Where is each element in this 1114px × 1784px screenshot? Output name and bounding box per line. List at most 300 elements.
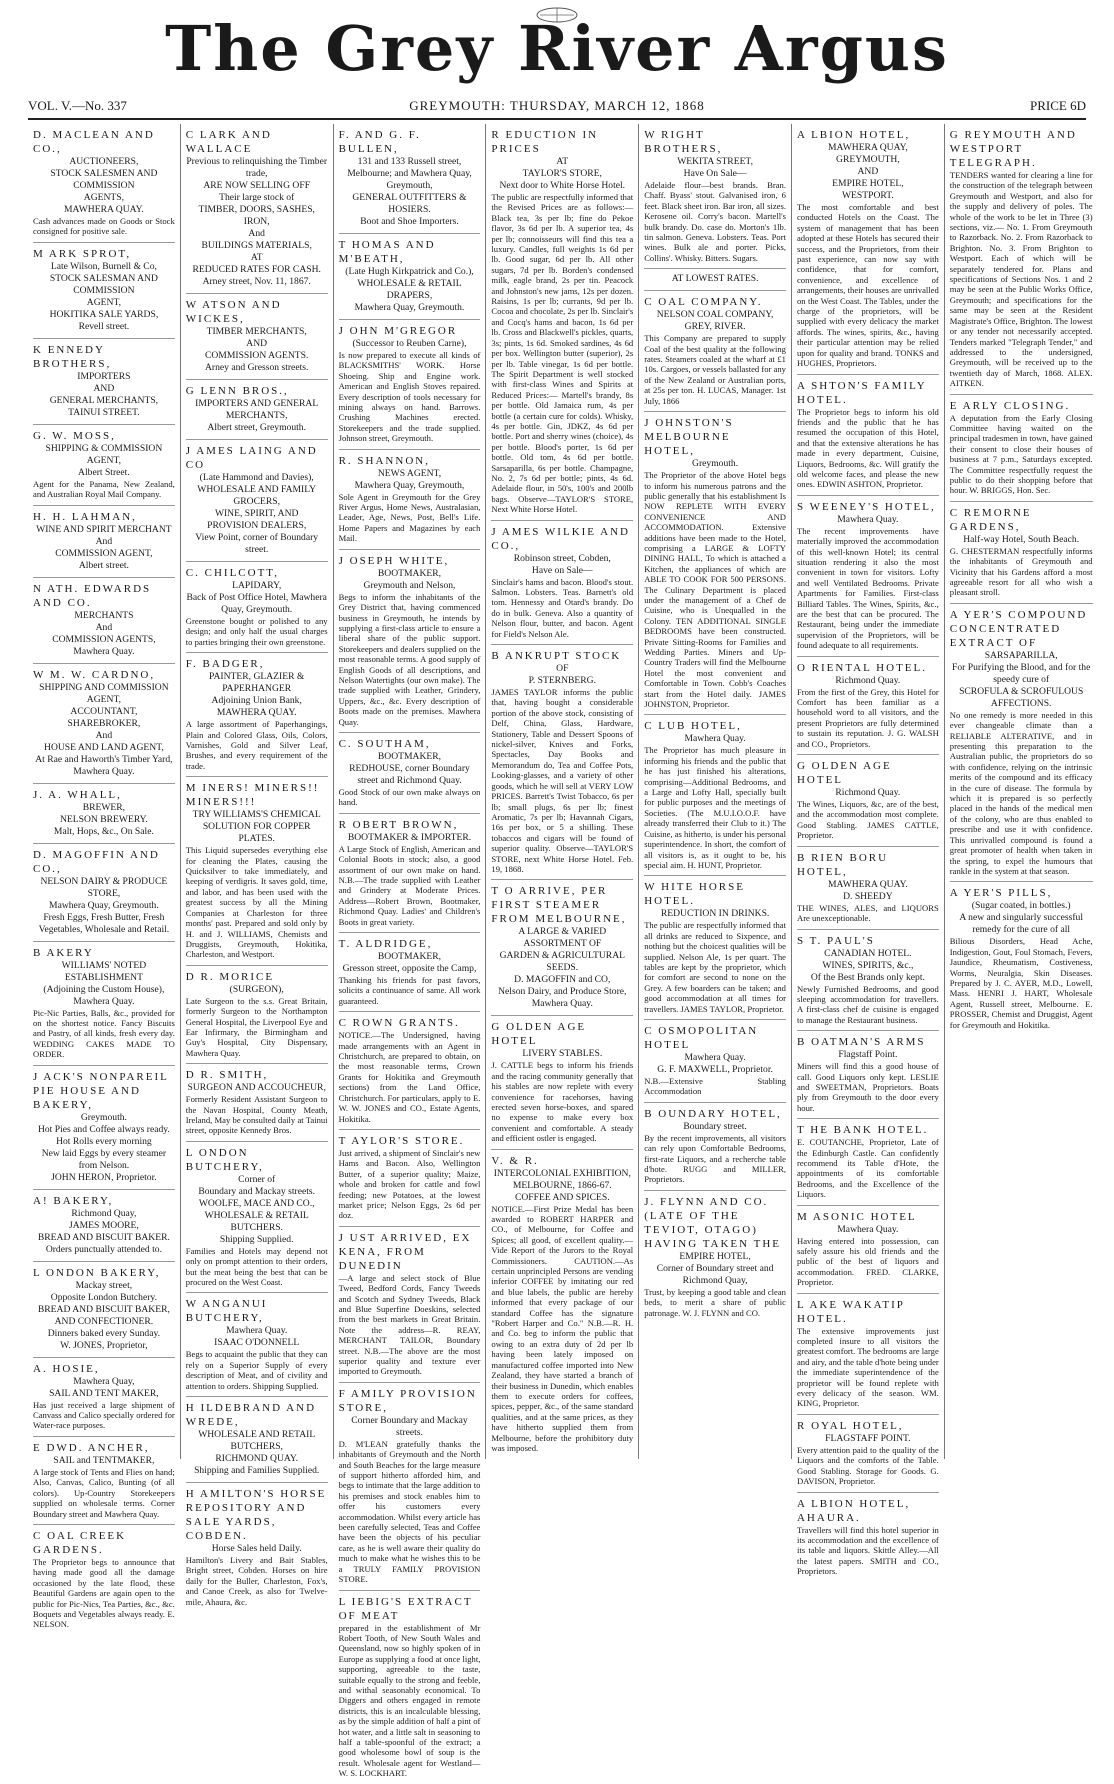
ad-line: Albert street, Greymouth. [207,422,306,433]
ad-heading: T. ALDRIDGE, [338,938,433,951]
ad-line: STOCK SALESMAN AND COMMISSION [49,272,158,296]
ad-line: Mawhera Quay, Greymouth. [354,302,465,313]
ad-line: Mawhera Quay. [837,513,899,525]
volume-number: VOL. V.—No. 337 [28,98,127,113]
ad-heading: S WEENEY'S HOTEL, [796,500,936,513]
ad-line: Gresson street, opposite the Camp, [342,963,477,975]
ad-heading: G REYMOUTH AND WESTPORT TELEGRAPH. [949,129,1077,169]
advertisement [339,1227,481,1383]
ad-body: Begs to inform the inhabitants of the Grey District that, having commenced business in Greymouth, he intends by supplying a first-class article to ensure a liberal share of the public support. Storekeepers and dealers supplied on the most reasonable terms. A good supply of English Goods of all descriptions, and Nelson Watertights (our own make). The trade supplied with Leather, Grindery, Uppers, &c., &c. Every description of Boots made on the premises. Mawhera Quay. [338,591,481,727]
ad-heading: C. CHILCOTT, [185,567,279,579]
ad-line: Shipping and Families Supplied. [194,1465,320,1477]
ad-body: The most comfortable and best conducted Hotels on the Coast. The system of management that has been adopted at these Hotels has secured their success, and the Proprietors, from their past experience, can now say with confidence, that for comfort, convenience, and excellence of arrangements, their houses are unrivalled on the West Coast. The Tables, under the charge of the proprietors, will be supplied with every delicacy the market affords. The wines, spirits, &c., having their particular attention may be relied upon for quality and brand. TONKS and HUGHES, Proprietors. [796,202,939,369]
advertisement [33,1437,175,1525]
ad-line: REDUCTION IN DRINKS. [660,908,770,920]
ad-line: WHOLESALE & RETAIL DRAPERS, [357,278,462,301]
ad-heading: M INERS! MINERS!! MINERS!!! [185,782,320,809]
ad-body: TENDERS wanted for clearing a line for the construction of the telegraph between Greymouth and Westport, and also for the supply and delivery of poles. The whole of the work to be let in Three (3) sections, viz.— No. 1. From Greymouth to Razorback. No. 2. From Razorback to Brighton. No. 3. From Brighton to Westport. Each of which will be separately tendered for. Plans and specifications of Sections Nos. 1 and 2 may be seen at the Public Works Office, Greymouth; and specifications for the same may be seen at the Resident Magistrate's Office, Brighton. The lowest or any tender not necessarily accepted. Tenders marked "Telegraph Tender," and addressed to the undersigned, Greymouth, will be received up to the twentieth day of March, 1868. ALEX. AITKEN. [949,170,1093,389]
ad-body: Hamilton's Livery and Bait Stables, Bright street, Cobden. Horses on hire daily for the Buller, Charleston, Fox's, and Canoe Creek, as also for Twelve-mile, Ahaura, &c. [185,1555,328,1607]
ad-line: ISAAC O'DONNELL [214,1337,300,1349]
advertisement [644,715,786,876]
ad-heading: T O ARRIVE, PER FIRST STEAMER FROM MELBOURNE, [491,885,627,926]
ad-line: Greymouth and Nelson, [363,579,456,591]
ad-line: Richmond Quay. [835,787,901,799]
ad-heading: G LENN BROS., [185,385,289,397]
advertisement [186,1142,328,1294]
advertisement [797,1119,939,1205]
ad-body: Adelaide flour—best brands. Bran. Chaff. Byass' stout. Galvanised iron, 6 feet. Black sheet iron. Bar iron, all sizes. Kerosene oil. Corry's bacon. Martell's bulk brandy. Do. case do. Morton's 1lb. tin salmon. Geneva. Lobsters. Teas. Port wines. Bulk ale and porter. Picks, Collins'. Whisky. Bitters. Sugars. [644,180,786,263]
ad-line: Mawhera Quay, Greymouth, [354,479,465,491]
ad-body: NOTICE.—First Prize Medal has been awarded to ROBERT HARPER and CO., of Melbourne, for Coffee and Spices; all good, of excellent quality.—Vide Report of the Jurors to the Royal Commissioners. CAUTION.—As certain unprincipled Persons are vending inferior COFFEE by imitating our red and blue labels, the public are hereby informed that every package of our standard Coffee has the signature "Robert Harper and Co." N.B.—R. H. and Co. beg to inform the public that owing to an extra duty of 2d per lb having been lately imposed on manufactured coffee imported into New Zealand, they have started a branch of their business in Dunedin, which enables them to execute orders for coffees, spices, pepper, &c., of the same standard qualities, and at the same prices, as they have hitherto supplied them from Melbourne, before the prohibitory duty was imposed. [491,1203,634,1453]
advertisement [186,1064,328,1142]
ad-line: Malt, Hops, &c., On Sale. [53,825,154,837]
ad-line: Mawhera Quay. [684,733,746,745]
ad-heading: W ATSON AND WICKES, [185,299,282,325]
ad-heading: A. HOSIE, [33,1362,100,1375]
ad-body: N.B.—Extensive Stabling Accommodation [644,1075,786,1097]
ad-body: Trust, by keeping a good table and clean beds, to merit a share of public patronage. W. J. FLYNN and CO. [644,1286,786,1318]
ad-heading: A LBION HOTEL, AHAURA. [796,1497,911,1524]
ad-body: The recent improvements have materially improved the accommodation of this well-known Hotel; its central situation rendering it also the most convenient in town for visitors. Lofty and well Ventilated Bedrooms. Private Apartments for Families. First-class Billiard Tables. The Wines, Spirits, &c., are the best that can be procured. The Restaurant, being under the immediate supervision of the Proprietors, will be found adequate to all requirements. [796,525,939,651]
advertisement [33,243,175,339]
advertisement [339,450,481,550]
advertisement [33,1190,175,1262]
ad-heading: A YER'S COMPOUND CONCENTRATED EXTRACT OF [949,608,1088,649]
ad-heading: O RIENTAL HOTEL. [796,661,927,674]
advertisement [339,814,481,933]
ad-heading: H. H. LAHMAN, [33,510,137,523]
ad-line: COMMISSION AGENTS. [204,350,309,361]
ad-line: And [95,729,113,741]
ad-line: OF [556,663,569,675]
ad-heading: C REMORNE GARDENS, [949,506,1032,533]
ad-line: A new and singularly successful remedy for the cure of all [959,912,1083,936]
ad-body: Sole Agent in Greymouth for the Grey River Argus, Home News, Australasian, Leader, Age, News, Post, Bell's Life. Home Papers and Magazines by each Mail. [338,491,481,544]
advertisement [186,294,328,380]
ad-heading: C LUB HOTEL, [644,720,742,733]
ad-body: Late Surgeon to the s.s. Great Britain, formerly Surgeon to the Northampton General Hospital, the Liverpool Eye and Ear Infirmary, the Birmingham and Guy's Hospital, City Dispensary, Mawhera Quay. [185,995,328,1058]
advertisement [950,124,1093,395]
ad-heading: W RIGHT BROTHERS, [644,129,723,155]
ad-body: A large stock of Tents and Flies on hand; Also, Canvas, Calico, Bunting (of all colors). Up-Country Storekeepers supplied on wholesale terms. Corner Boundary street and Mawhera Quay. [33,1466,175,1519]
ad-line: WOOLFE, MACE AND CO., [198,1197,315,1209]
ad-body: Formerly Resident Assistant Surgeon to the Navan Hospital, County Meath, Ireland, May be consulted daily at Tainui street, opposite Kennedy Bros. [185,1094,328,1136]
ad-body: Is now prepared to execute all kinds of BLACKSMITHS' WORK. Horse Shoeing. Ship and Engine work. American and English Stoves repaired. Every description of tools necessary for mining always on hand. Barrows. Crushing Machines erected. Storekeepers and the trade supplied. Johnson street, Greymouth. [338,350,481,444]
ad-line: Richmond Quay, [71,1207,137,1219]
ad-line: LAPIDARY, [232,580,282,591]
column-7 [945,124,1098,1459]
ad-line: JOHN HERON, Proprietor. [51,1171,157,1183]
ad-line: Mawhera Quay. [73,765,135,777]
ad-line: PAINTER, GLAZIER & PAPERHANGER [209,671,305,695]
ad-line: GENERAL MERCHANTS, [49,394,159,406]
ad-body: Every attention paid to the quality of the Liquors and the comforts of the Table. Good Stabling. Storage for Goods. G. DAVISON, Proprietor. [796,1444,939,1487]
ad-heading: B RIEN BORU HOTEL, [796,851,889,878]
advertisement [644,1191,786,1323]
ad-line: 131 and 133 Russell street, Melbourne; and Mawhera Quay, Greymouth, [347,156,472,191]
ad-line: P. STERNBERG. [528,675,596,687]
ad-line: WHOLESALE AND FAMILY GROCERS, [197,484,317,507]
ad-body: Just arrived, a shipment of Sinclair's new Hams and Bacon. Also, Wellington Butter, of a superior quality; Maize, whole and broken for cattle and fowl feeding; new Potatoes, at the lowest market price; Nelson Eggs, 2s 6d per doz. [338,1147,481,1221]
ad-line: Nelson Dairy, and Produce Store, [498,986,627,998]
column-3 [334,124,487,1779]
ad-line: AGENTS, [83,192,125,203]
ad-body: The extensive improvements just completed insure to all visitors the greatest comfort. The bedrooms are large and airy, and the table d'hote being under the immediate superintendence of the proprietor will be found replete with every delicacy of the season. WM. KING, Proprietor. [796,1325,939,1409]
ad-line: REDHOUSE, corner Boundary street and Richmond Quay. [349,762,470,786]
ad-line: EMPIRE HOTEL, [679,1250,751,1262]
ad-heading: L AKE WAKATIP HOTEL. [796,1298,905,1325]
ad-line: JAMES MOORE, [68,1219,139,1231]
advertisement [797,1493,939,1582]
ad-body: By the recent improvements, all visitors can rely upon Comfortable Bedrooms, first-rate Liquors, and a recherche table d'hote. RUGG and MILLER, Proprietors. [644,1132,786,1185]
advertisement [33,578,175,664]
advertisement [33,1262,175,1358]
ad-line: BREWER, [82,801,126,813]
ad-body: JAMES TAYLOR informs the public that, having bought a considerable portion of the above stock, consisting of Delf, China, Glass, Hardware, Stationery, Table and Dessert Spoons of nickel-silver, Knives and Forks, Spectacles, Day Books and Memorandum do, Tea and Coffee Pots, Looking-glasses, and a variety of other goods, which he will sell at VERY LOW PRICES. Barrett's Twist Tobacco, 6s per lb; small plugs, 6s per lb; finest Aromatic, 7s per lb; Havannah Cigars, 16s per box, or 5 a shilling. These tobaccos and cigars will be found of superior quality. Observe—TAYLOR'S STORE, next White Horse Hotel. Feb. 19, 1868. [491,687,634,874]
ad-body: The Wines, Liquors, &c, are of the best, and the accommodation most complete. Good Stabling. JAMES CATTLE, Proprietor. [796,799,939,841]
issue-date: GREYMOUTH: THURSDAY, MARCH 12, 1868 [409,98,705,113]
advertisement [644,876,786,1020]
ad-line: AND [93,382,115,394]
ad-line: AT LOWEST RATES. [671,273,759,285]
advertisement [186,777,328,965]
ad-line: For Purifying the Blood, and for the speedy cure of [952,661,1091,685]
ad-heading: V. & R. [491,1154,539,1167]
ad-line: Corner Boundary and Mackay streets. [351,1414,468,1438]
column-1 [28,124,181,1630]
advertisement [33,1358,175,1437]
advertisement [186,440,328,562]
advertisement [33,124,175,243]
ad-line: AT [556,156,569,167]
ad-line: Boot and Shoe Importers. [360,216,459,227]
ad-line: WHOLESALE & RETAIL BUTCHERS. [204,1209,309,1233]
ad-line: TAINUI STREET. [68,406,140,418]
ad-line: STOCK SALESMEN AND COMMISSION [50,168,158,191]
ad-line: D. MAGOFFIN and CO, [514,974,611,986]
ad-heading: L IEBIG'S EXTRACT OF MEAT [338,1595,473,1622]
ad-body: prepared in the establishment of Mr Robert Tooth, of New South Wales and Queensland, now so highly spoken of in Europe as supplying a food at once light, supporting, agreeable to the taste, suitable equally to the strong and feeble, and withal seasonably economical. To Diggers and others engaged in remote districts, this is an incalculable blessing, as by the simple addition of half a pint of hot water, and a little salt in seasoning to half a table-spoonful of the extract; a good wholesome bowl of soup is the result. Wholesale agent for Westland—W. S. LOCKHART. [338,1622,481,1779]
ad-line: Orders punctually attended to. [45,1243,162,1255]
ad-heading: G OLDEN AGE HOTEL [796,760,892,787]
advertisement [491,645,633,880]
ad-line: COFFEE AND SPICES. [514,1191,610,1203]
ad-heading: W ANGANUI BUTCHERY, [185,1298,268,1325]
ad-heading: B OATMAN'S ARMS [796,1036,926,1049]
advertisement [797,930,939,1032]
ad-line: COMMISSION AGENT, [55,547,153,559]
ad-body: A deputation from the Early Closing Committee having waited on the principal tradesmen in town, have gained their consent to close their houses of business at 7 p.m., Saturdays excepted. The Committee respectfully request the public to do their shopping before that hour. W. BRIGGS, Hon. Sec. [949,412,1093,496]
ad-heading: G. W. MOSS, [33,429,116,442]
ad-line: Fresh Eggs, Fresh Butter, Fresh Vegetables, Wholesale and Retail. [38,911,170,935]
ad-heading: M ARK SPROT, [33,247,132,260]
ad-line: BUILDINGS MATERIALS, [201,240,312,251]
ad-body: Has just received a large shipment of Canvass and Calico specially ordered for Water-race purposes. [33,1399,175,1431]
ad-heading: W M. W. CARDNO, [33,668,156,681]
advertisement [33,784,175,844]
ad-line: WEKITA STREET, [677,156,753,167]
advertisement [491,124,633,521]
ad-body: Newly Furnished Bedrooms, and good sleeping accommodation for travellers. A first-class chef de cuisine is engaged to manage the Restaurant business. [796,983,939,1025]
ad-body: J. CATTLE begs to inform his friends and the racing community generally that his stables are now replete with every convenience for racehorses, having erected seven horse-boxes, and spared no expense to make every box convenient and comfortable. A steady and efficient ostler is engaged. [491,1060,634,1144]
ad-heading: C ROWN GRANTS. [338,1017,460,1030]
ad-heading: C LARK AND WALLACE [185,129,272,155]
masthead [0,0,1114,90]
ad-line: Robinson street, Cobden, [513,552,611,564]
ad-line: Dinners baked every Sunday. [47,1327,161,1339]
ad-line: AUCTIONEERS, [69,156,139,167]
ad-line: SARSAPARILLA, [984,649,1058,661]
advertisement [644,124,786,269]
advertisement [186,562,328,653]
advertisement [33,1066,175,1190]
ad-line: And [248,228,265,239]
dateline [28,96,1086,120]
ad-line: Mackay street, [75,1279,133,1291]
ad-line: TIMBER, DOORS, SASHES, IRON, [198,204,315,227]
ad-line: REDUCED RATES FOR CASH. [192,264,321,275]
ad-line: Shipping Supplied. [219,1233,294,1245]
ad-body: The Proprietor of the above Hotel begs to inform his numerous patrons and the public generally that his establishment Is NOW REPLETE WITH EVERY CONVENIENCE AND ACCOMMODATION. Extensive additions have been made to the Hotel, comprising a LARGE & LOFTY DINING HALL, To which is attached a Kitchen, the appliances of which are ABLE TO COOK FOR 500 PERSONS. The Culinary Department is placed under the management of a Chef de Cuisine, who is Unequalled in the Colony. TEN ADDITIONAL SINGLE BEDROOMS have been constructed. Private Sitting-Rooms for Families and Wedding Parties. Miners and Up-Country Traders will find the Melbourne Hotel the most convenient and Comfortable in Town. Cobb's Coaches start from the Hotel daily. JAMES JOHNSTON, Proprietor. [644,470,786,710]
advertisement [797,657,939,755]
ad-heading: J UST ARRIVED, EX KENA, FROM DUNEDIN [338,1231,472,1272]
ad-line: BOOTMAKER & IMPORTER. [347,831,472,843]
ad-line: WINE AND SPIRIT MERCHANT [36,523,172,535]
ad-line: NELSON BREWERY. [60,813,148,825]
ad-line: Hot Pies and Coffee always ready. [37,1123,170,1135]
ad-line: FLAGSTAFF POINT. [825,1432,911,1444]
ad-heading: B AKERY [33,946,94,959]
ad-line: COMMISSION AGENTS, [52,633,156,645]
ad-line: IMPORTERS AND GENERAL [195,398,319,409]
ad-line: Corner of Boundary street and Richmond Quay, [656,1262,774,1286]
ad-line: And [95,535,113,547]
ad-line: Have on Sale— [531,564,593,576]
ad-heading: A LBION HOTEL, [796,129,911,141]
ad-line: AT [250,252,263,263]
ad-line: SCROFULA & SCROFULOUS AFFECTIONS. [959,685,1084,709]
ad-line: NELSON COAL COMPANY, GREY, RIVER. [656,309,774,333]
ad-line: BREAD AND BISCUIT BAKER. [37,1231,170,1243]
advertisement [797,1415,939,1493]
ad-heading: W HITE HORSE HOTEL. [644,881,745,908]
ad-line: CANADIAN HOTEL. [824,947,912,959]
ad-heading: T HOMAS AND M'BEATH, [338,239,436,265]
ad-line: New laid Eggs by every steamer from Nelson. [41,1147,167,1171]
ad-line: At Rae and Haworth's Timber Yard, [35,753,173,765]
ad-body: Agent for the Panama, New Zealand, and Australian Royal Mail Company. [33,478,175,500]
ad-heading: R OYAL HOTEL, [796,1419,904,1432]
advertisement [339,1383,481,1591]
advertisement [950,502,1093,604]
ad-heading: E DWD. ANCHER, [33,1441,150,1454]
ad-line: GENERAL OUTFITTERS & HOSIERS. [352,192,467,215]
ad-heading: T HE BANK HOTEL. [796,1124,929,1137]
ad-body: NOTICE.—The Undersigned, having made arrangements with an Agent in Christchurch, are prepared to obtain, on the most reasonable terms, Crown Grants for Hokitika and Greymouth sections) from the Land Office, Christchurch. For particulars, apply to E. W. W. JONES and CO., Estate Agents, Hokitika. [338,1030,481,1124]
ad-line: (Sugar coated, in bottles.) [971,900,1071,912]
advertisement [797,847,939,930]
ad-heading: F. BADGER, [185,658,265,671]
advertisement [339,1012,481,1130]
ad-heading: B OUNDARY HOTEL, [644,1107,782,1120]
ad-line: BREAD AND BISCUIT BAKER, AND CONFECTIONER. [37,1303,170,1327]
ad-heading: S T. PAUL'S [796,934,875,947]
ad-line: Back of Post Office Hotel, Mawhera Quay, Greymouth. [186,592,327,615]
ad-body: A Large Stock of English, American and Colonial Boots in stock; also, a good assortment of our own make on hand. N.B.—The trade supplied with Leather and Grindery at Moderate Prices. Address—Robert Brown, Bootmaker, Richmond Quay. Ladies' and Children's Boots in great variety. [338,843,481,927]
ad-line: WESTPORT. [842,190,894,201]
ad-line: Opposite London Butchery. [50,1291,158,1303]
ad-line: Mawhera Quay. [73,645,135,657]
ad-body: Sinclair's hams and bacon. Blood's stout. Salmon. Lobsters. Teas. Barnett's old tom. Hennessy and Otard's brandy. Do do in bulk. Geneva. Also a quantity of Nelson flour, butter, and bacon. Agent for Field's Nelson Ale. [491,576,634,639]
ad-line: G. F. MAXWELL, Proprietor. [657,1063,773,1075]
ad-heading: A! BAKERY, [33,1194,114,1207]
ad-line: Mawhera Quay. [531,998,593,1010]
advertisement [33,339,175,425]
advertisement [33,942,175,1066]
ad-line: PROVISION DEALERS, [207,520,307,531]
ad-line: WILLIAMS' NOTED ESTABLISHMENT [61,959,147,983]
ad-heading: L ONDON BUTCHERY, [185,1146,264,1173]
ad-line: GARDEN & AGRICULTURAL SEEDS. [499,950,625,974]
column-6 [792,124,945,1577]
advertisement [797,1031,939,1119]
ad-line: TRY WILLIAMS'S CHEMICAL SOLUTION FOR COPPER PLATES. [192,809,321,845]
ad-heading: H AMILTON'S HORSE REPOSITORY AND SALE YARDS, COBDEN. [185,1488,327,1543]
ad-heading: J OHN M'GREGOR [338,325,458,337]
ad-body: Thanking his friends for past favors, solicits a continuance of same. All work guaranteed. [338,975,481,1006]
ad-heading: F AMILY PROVISION STORE, [338,1387,477,1414]
advertisement [186,124,328,294]
ad-body: The public are respectfully informed that the Revised Prices are as follows:— Black tea, 3s per lb; fine do Pekoe flavor, 3s 6d per lb. A superior tea, 4s per lb; connoisseurs will find this tea a luxury. Candles, full weights 1s 6d per lb. Good sugar, 6d per lb. All other sugars, 7d per lb. Borden's condensed milk, eagle brand, 2s per tin. Peacock and Johnston's new jams, 12s per dozen. Raisins, 1s per lb; currants, 9d per lb. Cocoa and chocolate, 2s per lb. Sinclair's and Cocq's hams and bacon, 1s 6d per lb. Cross and Blackwell's pickles, quarts, 3s; pints, 1s 6d. Smoked sardines, 4s 6d per box. Wellington butter (superior), 2s per lb. Table vinegar, 1s 6d per bottle. The Spirit Department is well stocked with first-class Wines and Spirits at Reduced Prices:— Martell's brandy, 8s per bottle. Old Jamaica rum, 4s per bottle (a certain cure for colds). Whisky, 4s per bottle. Gin, JDKZ, 4s 6d per bottle. Port and sherry wines (choice), 4s per bottle. Blood's porter, 1s 6d per bottle. Old tom, 4s 6d per bottle. Sarsaparilla, 6s per bottle. Champagne, No. 2, 7s 6d per bottle; pints, 4s 6d. Adelaide flour, in 50's, 100's and 200lb bags. Observe—TAYLOR'S STORE, Next White Horse Hotel. [491,192,634,515]
advertisement [797,124,939,375]
ad-line: BUTCHERS, [230,1441,283,1453]
advertisement [644,1020,786,1103]
ad-heading: H ILDEBRAND AND WREDE, [185,1402,317,1429]
ad-line: (Late Hugh Kirkpatrick and Co.), [345,266,474,277]
ad-line: AND [857,166,879,177]
ad-heading: D R. MORICE [185,970,275,983]
ad-body: Miners will find this a good house of call. Good Liquors only kept. LESLIE and SWEETMAN, Proprietors. Boats ply from Greymouth to the door every hour. [796,1061,939,1113]
advertisement [339,550,481,733]
ad-line: MERCHANTS, [225,410,288,421]
ad-heading: J OSEPH WHITE, [338,554,450,567]
ad-line: BOOTMAKER, [377,750,442,762]
ad-heading: C OAL COMPANY. [644,296,763,309]
ad-line: Albert street. [78,559,129,571]
ad-heading: A SHTON'S FAMILY HOTEL. [796,379,927,406]
ad-heading: E ARLY CLOSING. [949,399,1071,412]
ad-body: Good Stock of our own make always on hand. [338,786,481,808]
ad-heading: R. SHANNON, [338,454,430,467]
issue-price: PRICE 6D [1030,98,1086,113]
ad-body: Cash advances made on Goods or Stock consigned for positive sale. [33,216,175,237]
ad-line: View Point, corner of Boundary street. [195,532,319,555]
ad-line: Revell street. [78,320,130,332]
advertisement [339,320,481,450]
ad-heading: J OHNSTON'S MELBOURNE HOTEL, [644,417,734,458]
ad-line: Greymouth. [80,1111,127,1123]
ad-body: No one remedy is more needed in this ever changeable climate than a RELIABLE ALTERATIVE, and in presenting this preparation to the Australian public, the proprietors do so with confidence, relying on the intrinsic merits of the compound and its efficacy in the cure of disease. The formula by which it is prepared is so perfectly placed in the hands of the medical men of the colony, who are thus enabled to prescribe and use it with confidence. This unrivalled compound is found a great promoter of health when taken in the spring, to expel the humours that rankle in the system at that season. [949,709,1093,876]
column-2 [181,124,334,1607]
advertisement [186,380,328,440]
advertisement [491,880,633,1016]
advertisement [33,844,175,942]
ad-line: Next door to White Horse Hotel. [499,180,626,191]
ad-heading: M ASONIC HOTEL [796,1210,917,1223]
advertisement [797,1294,939,1415]
ad-body: Families and Hotels may depend not only on prompt attention to their orders, but the meat being the best that can be procured on the West Coast. [185,1245,328,1287]
ad-body: This Company are prepared to supply Coal of the best quality at the following rates. Steamers coaled at the wharf at £1 10s. Cargoes, or vessels ballasted for any of the New Zealand or Australian ports, at 25s per ton. H. LUCAS, Manager. 1st July, 1866 [644,333,786,406]
ad-body: The Proprietor has much pleasure in informing his friends and the public that he has just finished his alterations, comprising—Additional Bedrooms, and a Large and Lofty Hall, specially built for public purposes and the meetings of Societies. (The M.U.I.O.O.F. have already transferred their Club to it.) The Cuisine, as hitherto, is under his personal superintendence. In short, the comfort of all visitors is, as it ought to be, his special aim. H. HUNT, Proprietor. [644,745,786,870]
ad-heading: C. SOUTHAM, [338,737,431,750]
ad-line: AGENT, [86,296,121,308]
ad-line: Of the Best Brands only kept. [810,971,925,983]
advertisement [339,1591,481,1784]
ad-line: Arney street, Nov. 11, 1867. [202,276,311,287]
ad-heading: C OSMOPOLITAN HOTEL [644,1024,759,1051]
ad-line: (Adjoining the Custom House), [43,983,165,995]
advertisement [950,395,1093,502]
ad-heading: B ANKRUPT STOCK [491,650,622,663]
ad-line: RICHMOND QUAY. [215,1453,299,1465]
advertisement [33,425,175,506]
ad-line: BOOTMAKER, [377,567,442,579]
advertisement [797,375,939,496]
ad-heading: R EDUCTION IN PRICES [491,129,599,155]
advertisement [491,1150,633,1459]
advertisement [339,733,481,814]
advertisement [644,1103,786,1191]
advertisement [491,521,633,645]
ad-body: E. COUTANCHE, Proprietor, Late of the Edinburgh Castle. Can confidently recommend its Table d'Hote, the appointments of its comfortable Bedrooms, and the Excellence of the Liquors. [796,1137,939,1200]
ad-body: Pic-Nic Parties, Balls, &c., provided for on the shortest notice. Fancy Biscuits and Pastry, of all kinds, fresh every day. WEDDING CAKES MADE TO ORDER. [33,1007,175,1060]
ad-line: Greymouth. [692,458,739,470]
ad-body: Greenstone bought or polished to any design; and only half the usual charges to parties bringing their own greenstone. [185,616,328,647]
advertisement [339,234,481,320]
advertisement [186,966,328,1064]
ad-heading: J ACK'S NONPAREIL PIE HOUSE AND BAKERY, [33,1070,169,1111]
ad-heading: L ONDON BAKERY, [33,1266,161,1279]
ad-heading: F. AND G. F. BULLEN, [338,129,421,155]
ad-heading: A YER'S PILLS, [949,887,1053,900]
ad-line: W. JONES, Proprietor, [60,1339,148,1351]
ad-line: SHIPPING AND COMMISSION AGENT, [39,681,169,705]
ad-line: WINE, SPIRIT, AND [214,508,299,519]
ad-line: TAYLOR'S STORE, [522,168,602,179]
ad-line: (SURGEON), [229,983,284,995]
ad-line: And [95,621,113,633]
ad-line: LIVERY STABLES. [522,1048,603,1060]
ad-body: Begs to acquaint the public that they can rely on a Superior Supply of every description of Meat, and of civility and attention to orders. Shipping Supplied. [185,1349,328,1391]
ad-body: From the first of the Grey, this Hotel for Comfort has been familiar as a household word to all visitors, and the present Proprietors are fully determined to sustain its reputation. J. G. WALSH and CO., Proprietors. [796,686,939,749]
ad-line: (Successor to Reuben Carne), [352,338,467,349]
advertisement [950,882,1093,1035]
ad-body: G. CHESTERMAN respectfully informs the inhabitants of Greymouth and Vicinity that his Gardens afford a most agreeable resort for all who wish a pleasant stroll. [949,545,1093,598]
advertisement [797,496,939,657]
ad-body: THE WINES, ALES, and LIQUORS Are unexceptionable. [796,902,939,924]
ad-line: Mawhera Quay. [837,1223,899,1235]
ad-line: AND [246,338,268,349]
ad-line: IMPORTERS [77,370,131,382]
ad-heading: T AYLOR'S STORE. [338,1134,465,1147]
ad-heading: K ENNEDY BROTHERS, [33,343,112,370]
ad-line: EMPIRE HOTEL, [832,178,904,189]
ad-line: WINES, SPIRITS, &c., [822,959,914,971]
ad-body: This Liquid supersedes everything else for cleaning the Plates, causing the Quicksilver to take immediately, and keeping of verdigris. It saves gold, time, and labor, and has been used with the greatest success by all the Mining Companies at Charleston for three months' past. Prepared and sold only by H. and J. WILLIAMS, Chemists and Druggists, Greymouth, Hokitika, Charleston, and Westport. [185,845,328,960]
advertisement [186,1483,328,1612]
ad-line: Mawhera Quay. [226,1325,288,1337]
advertisement [186,1397,328,1483]
